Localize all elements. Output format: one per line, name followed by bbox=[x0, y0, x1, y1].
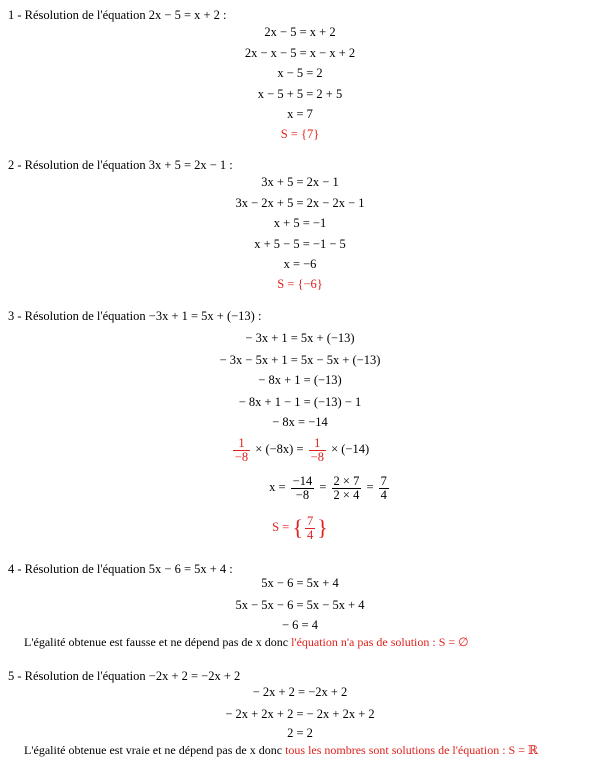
s3-solution-den: 4 bbox=[307, 527, 314, 542]
s3-line-1: − 3x + 1 = 5x + (−13) bbox=[245, 331, 355, 345]
section-5-heading: 5 - Résolution de l'équation −2x + 2 = −2x + 2 bbox=[8, 669, 241, 683]
s4-line-1: 5x − 6 = 5x + 4 bbox=[261, 576, 339, 590]
s3-l6-right-frac bbox=[309, 437, 326, 464]
s4-line-2: 5x − 5x − 6 = 5x − 5x + 4 bbox=[235, 598, 365, 612]
s1-solution: S = {7} bbox=[280, 127, 320, 141]
s2-line-1: 3x + 5 = 2x − 1 bbox=[261, 175, 339, 189]
s3-solution-brace-open: { bbox=[292, 515, 303, 541]
s5-note bbox=[24, 743, 538, 758]
s5-line-1: − 2x + 2 = −2x + 2 bbox=[252, 685, 348, 699]
s3-l6-left-den: −8 bbox=[234, 449, 249, 464]
s3-solution-brace-close: } bbox=[317, 515, 328, 541]
s3-l7-lhs: x = bbox=[269, 480, 286, 494]
s3-solution bbox=[0, 512, 600, 543]
s5-note-text: L'égalité obtenue est vraie et ne dépend pas de x donc bbox=[24, 743, 286, 757]
s1-line-5: x = 7 bbox=[287, 107, 313, 121]
section-4-heading: 4 - Résolution de l'équation 5x − 6 = 5x + 4 : bbox=[8, 562, 233, 576]
s2-line-2: 3x − 2x + 5 = 2x − 2x − 1 bbox=[235, 196, 365, 210]
s3-l7-eq-2: = bbox=[366, 480, 374, 494]
s3-l6-mid: × (−8x) = bbox=[255, 442, 304, 456]
s3-l7-f2-den: 2 × 4 bbox=[333, 487, 360, 502]
s2-line-3: x + 5 = −1 bbox=[273, 216, 327, 230]
s3-l7-f3-den: 4 bbox=[380, 487, 387, 502]
s4-note-text: L'égalité obtenue est fausse et ne dépend pas de x donc bbox=[24, 635, 292, 649]
s4-note-conclusion: l'équation n'a pas de solution : bbox=[291, 635, 439, 649]
section-1-heading: 1 - Résolution de l'équation 2x − 5 = x + 2 : bbox=[8, 8, 227, 22]
s3-solution-frac bbox=[305, 515, 315, 542]
s3-l7-frac-2 bbox=[332, 475, 362, 502]
s3-l7-eq-1: = bbox=[319, 480, 327, 494]
s3-solution-num: 7 bbox=[307, 513, 314, 528]
s3-l7-f3-num: 7 bbox=[380, 473, 387, 488]
s3-l6-left-frac bbox=[233, 437, 250, 464]
s5-line-2: − 2x + 2x + 2 = − 2x + 2x + 2 bbox=[225, 707, 375, 721]
section-3-heading: 3 - Résolution de l'équation −3x + 1 = 5x + (−13) : bbox=[8, 309, 262, 323]
s3-l6-right-den: −8 bbox=[310, 449, 324, 464]
s3-l7-frac-1 bbox=[291, 475, 315, 502]
s1-line-3: x − 5 = 2 bbox=[277, 66, 323, 80]
s3-l7-f2-num: 2 × 7 bbox=[333, 473, 360, 488]
s3-line-5: − 8x = −14 bbox=[272, 415, 328, 429]
section-2-heading: 2 - Résolution de l'équation 3x + 5 = 2x − 1 : bbox=[8, 158, 233, 172]
s2-line-5: x = −6 bbox=[283, 257, 317, 271]
s3-l7-f1-den: −8 bbox=[295, 487, 310, 502]
s1-line-2: 2x − x − 5 = x − x + 2 bbox=[244, 46, 356, 60]
s3-l7-frac-3 bbox=[379, 475, 389, 502]
s3-line-3: − 8x + 1 = (−13) bbox=[258, 373, 342, 387]
s3-line-4: − 8x + 1 − 1 = (−13) − 1 bbox=[238, 395, 362, 409]
s3-l6-tail: × (−14) bbox=[331, 442, 370, 456]
s3-line-2: − 3x − 5x + 1 = 5x − 5x + (−13) bbox=[219, 353, 381, 367]
s4-line-3: − 6 = 4 bbox=[282, 618, 318, 632]
s5-note-solution: S = ℝ bbox=[508, 743, 538, 757]
s3-solution-label: S = bbox=[272, 520, 290, 534]
s5-line-3: 2 = 2 bbox=[287, 726, 313, 740]
s3-l6-left-num: 1 bbox=[233, 437, 250, 451]
s3-line-7 bbox=[0, 472, 600, 502]
s4-note-solution: S = ∅ bbox=[438, 635, 469, 649]
s4-note bbox=[24, 635, 469, 650]
s2-line-4: x + 5 − 5 = −1 − 5 bbox=[254, 237, 346, 251]
s2-solution: S = {−6} bbox=[277, 277, 323, 291]
s1-line-4: x − 5 + 5 = 2 + 5 bbox=[257, 87, 343, 101]
s3-line-6 bbox=[0, 434, 600, 464]
s1-line-1: 2x − 5 = x + 2 bbox=[264, 25, 336, 39]
s3-l6-right-num: 1 bbox=[309, 437, 326, 451]
s3-l7-f1-num: −14 bbox=[292, 473, 313, 488]
s5-note-conclusion: tous les nombres sont solutions de l'équation : bbox=[285, 743, 509, 757]
